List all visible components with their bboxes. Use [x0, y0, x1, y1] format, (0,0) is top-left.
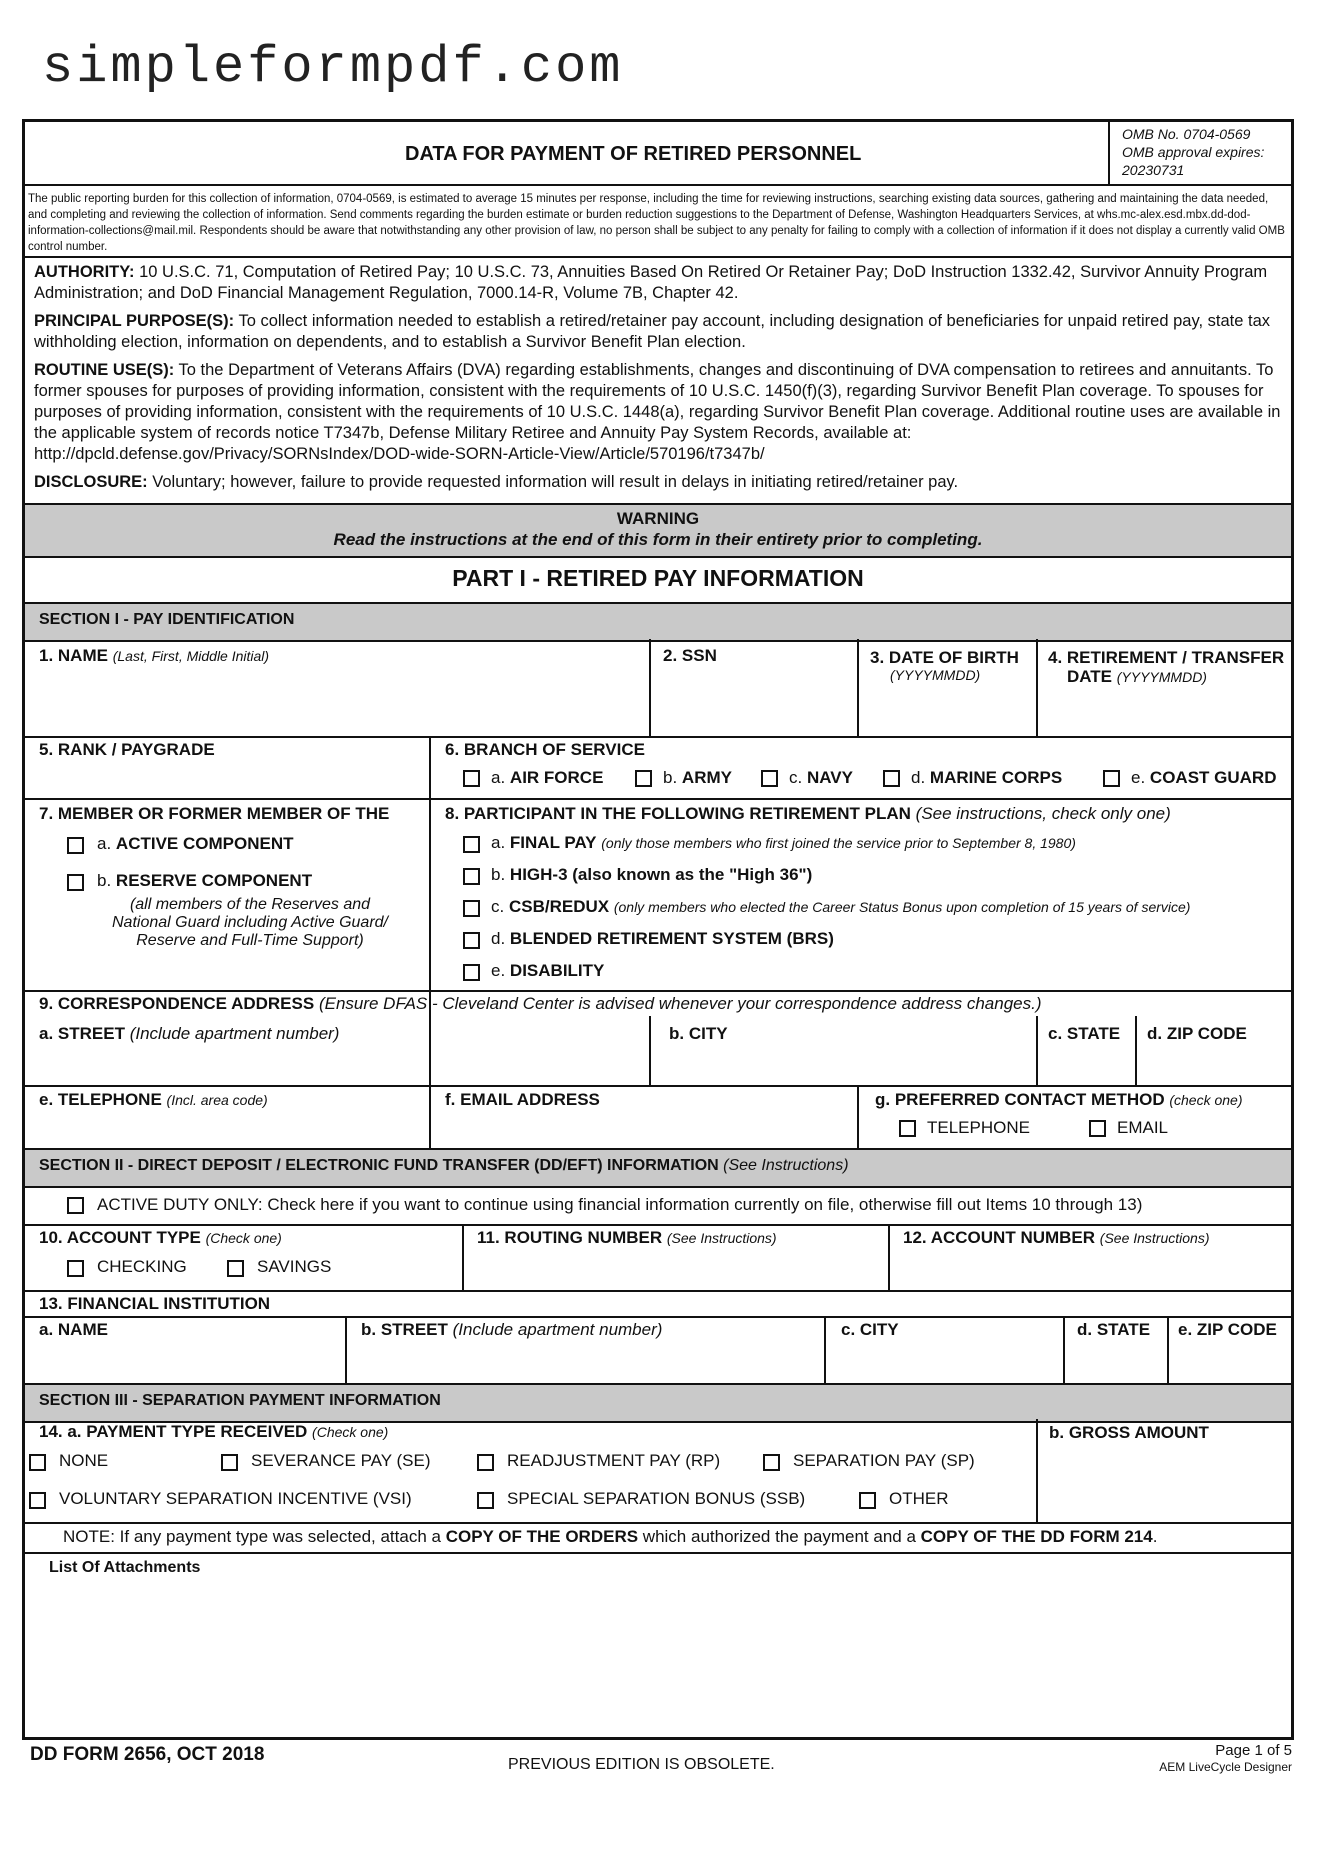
telephone-label: e. TELEPHONE (Incl. area code) [39, 1090, 268, 1109]
plan-csb-redux-label: c. CSB/REDUX (only members who elected the Career Status Bonus upon completion of 15 years of service) [491, 897, 1191, 916]
plan-high3-label: b. HIGH-3 (also known as the "High 36") [491, 865, 813, 884]
warning-text: Read the instructions at the end of this form in their entirety prior to completing. [333, 530, 983, 549]
payment-other-checkbox[interactable] [859, 1492, 876, 1509]
retirement-date-label-2: DATE (YYYYMMDD) [1067, 667, 1207, 686]
correspondence-address-label: 9. CORRESPONDENCE ADDRESS (Ensure DFAS - Cleveland Center is advised whenever your correspondence address changes.) [39, 994, 1042, 1013]
fi-name-label: a. NAME [39, 1320, 108, 1339]
payment-vsi-checkbox[interactable] [29, 1492, 46, 1509]
contact-email-checkbox[interactable] [1089, 1120, 1106, 1137]
fi-city-field[interactable] [837, 1342, 1057, 1378]
state-field[interactable] [1043, 1046, 1128, 1080]
omb-number: OMB No. 0704-0569 [1122, 126, 1251, 142]
attachment-note: NOTE: If any payment type was selected, attach a COPY OF THE ORDERS which authorized the payment and a COPY OF THE DD FORM 214. [63, 1527, 1158, 1546]
payment-readjustment-checkbox[interactable] [477, 1454, 494, 1471]
branch-army-checkbox[interactable] [635, 770, 652, 787]
section2-title: SECTION II - DIRECT DEPOSIT / ELECTRONIC FUND TRANSFER (DD/EFT) INFORMATION (See Instructions) [39, 1157, 849, 1174]
payment-none-label: NONE [59, 1451, 109, 1470]
branch-air-force-label: a. AIR FORCE [491, 768, 604, 787]
city-label: b. CITY [669, 1024, 728, 1043]
payment-separation-label: SEPARATION PAY (SP) [793, 1451, 975, 1470]
payment-vsi-label: VOLUNTARY SEPARATION INCENTIVE (VSI) [59, 1489, 412, 1508]
reserve-component-checkbox[interactable] [67, 874, 84, 891]
fi-zip-field[interactable] [1175, 1342, 1287, 1378]
form-identifier: DD FORM 2656, OCT 2018 [30, 1744, 265, 1765]
active-duty-only-label: ACTIVE DUTY ONLY: Check here if you want to continue using financial information currently on file, otherwise fill out Items 10 through 13) [97, 1195, 1143, 1214]
contact-telephone-label: TELEPHONE [927, 1118, 1030, 1137]
payment-severance-label: SEVERANCE PAY (SE) [251, 1451, 431, 1470]
account-number-label: 12. ACCOUNT NUMBER (See Instructions) [903, 1228, 1210, 1247]
section1-title: SECTION I - PAY IDENTIFICATION [39, 611, 295, 628]
gross-amount-label: b. GROSS AMOUNT [1049, 1423, 1209, 1442]
fi-city-label: c. CITY [841, 1320, 899, 1339]
telephone-field[interactable] [39, 1112, 419, 1144]
branch-air-force-checkbox[interactable] [463, 770, 480, 787]
street-field[interactable] [39, 1046, 639, 1080]
fi-street-field[interactable] [359, 1342, 819, 1378]
obsolete-notice: PREVIOUS EDITION IS OBSOLETE. [508, 1756, 775, 1773]
street-label: a. STREET (Include apartment number) [39, 1024, 340, 1043]
reserve-component-label: b. RESERVE COMPONENT [97, 871, 313, 890]
reserve-note-2: National Guard including Active Guard/ [112, 914, 388, 931]
name-field[interactable] [39, 666, 639, 730]
state-label: c. STATE [1048, 1024, 1121, 1043]
account-type-label: 10. ACCOUNT TYPE (Check one) [39, 1228, 282, 1247]
retirement-date-label: 4. RETIREMENT / TRANSFER [1048, 648, 1285, 667]
routing-number-label: 11. ROUTING NUMBER (See Instructions) [477, 1228, 777, 1247]
fi-state-label: d. STATE [1077, 1320, 1151, 1339]
burden-statement: The public reporting burden for this collection of information, 0704-0569, is estimated to average 15 minutes per response, including the time for reviewing instructions, searching existing data sources, gathering and maintaining the data needed, and completing and reviewing the collection of information. Send comments regarding the burden estimate or burden reduction suggestions to the Department of Defense, Washington Headquarters Services, at whs.mc-alex.esd.mbx.dd-dod-information-collections@mail.mil. Respondents should be aware that notwithstanding any other provision of law, no person shall be subject to any penalty for failing to comply with a collection of information if it does not display a currently valid OMB control number. [28, 193, 1285, 253]
ssn-field[interactable] [661, 666, 851, 730]
retirement-date-field[interactable] [1045, 688, 1285, 730]
retirement-plan-label: 8. PARTICIPANT IN THE FOLLOWING RETIREMENT PLAN (See instructions, check only one) [445, 804, 1171, 823]
omb-expiration-label: OMB approval expires: [1122, 144, 1265, 160]
zip-field[interactable] [1143, 1046, 1288, 1080]
fi-name-field[interactable] [39, 1342, 339, 1378]
dob-hint: (YYYYMMDD) [890, 667, 981, 683]
payment-ssb-label: SPECIAL SEPARATION BONUS (SSB) [507, 1489, 806, 1508]
plan-final-pay-label: a. FINAL PAY (only those members who first joined the service prior to September 8, 1980) [491, 833, 1076, 852]
contact-email-label: EMAIL [1117, 1118, 1169, 1137]
preferred-contact-label: g. PREFERRED CONTACT METHOD (check one) [875, 1090, 1243, 1109]
plan-high3-checkbox[interactable] [463, 868, 480, 885]
plan-disability-checkbox[interactable] [463, 964, 480, 981]
branch-coast-guard-checkbox[interactable] [1103, 770, 1120, 787]
fi-state-field[interactable] [1071, 1342, 1161, 1378]
payment-none-checkbox[interactable] [29, 1454, 46, 1471]
plan-brs-label: d. BLENDED RETIREMENT SYSTEM (BRS) [491, 929, 834, 948]
active-component-checkbox[interactable] [67, 837, 84, 854]
rank-field[interactable] [39, 762, 419, 794]
plan-disability-label: e. DISABILITY [491, 961, 605, 980]
account-number-field[interactable] [901, 1252, 1286, 1286]
email-field[interactable] [443, 1112, 843, 1144]
section3-title: SECTION III - SEPARATION PAYMENT INFORMATION [39, 1392, 441, 1409]
gross-amount-field[interactable] [1045, 1446, 1287, 1516]
reserve-note-1: (all members of the Reserves and [129, 896, 371, 913]
disclosure-paragraph: DISCLOSURE: Voluntary; however, failure to provide requested information will result in delays in initiating retired/retainer pay. [34, 473, 959, 491]
purpose-paragraph: PRINCIPAL PURPOSE(S): To collect information needed to establish a retired/retainer pay account, including designation of beneficiaries for unpaid retired pay, state tax withholding election, information on dependents, and to establish a Survivor Benefit Plan election. [34, 312, 1271, 351]
payment-readjustment-label: READJUSTMENT PAY (RP) [507, 1451, 721, 1470]
dob-field[interactable] [865, 688, 1030, 730]
branch-marine-corps-label: d. MARINE CORPS [911, 768, 1063, 787]
checking-checkbox[interactable] [67, 1260, 84, 1277]
branch-coast-guard-label: e. COAST GUARD [1131, 768, 1277, 787]
dob-label: 3. DATE OF BIRTH [870, 648, 1019, 667]
contact-telephone-checkbox[interactable] [899, 1120, 916, 1137]
fi-zip-label: e. ZIP CODE [1178, 1320, 1277, 1339]
authority-paragraph: AUTHORITY: 10 U.S.C. 71, Computation of Retired Pay; 10 U.S.C. 73, Annuities Based On Retired Or Retainer Pay; DoD Instruction 1332.42, Survivor Annuity Program Administration; and DoD Financial Management Regulation, 7000.14-R, Volume 7B, Chapter 42. [34, 263, 1268, 302]
savings-checkbox[interactable] [227, 1260, 244, 1277]
part1-title: PART I - RETIRED PAY INFORMATION [452, 565, 864, 591]
active-component-label: a. ACTIVE COMPONENT [97, 834, 294, 853]
checking-label: CHECKING [97, 1257, 187, 1276]
branch-label: 6. BRANCH OF SERVICE [445, 740, 645, 759]
zip-label: d. ZIP CODE [1147, 1024, 1247, 1043]
plan-brs-checkbox[interactable] [463, 932, 480, 949]
page-number: Page 1 of 5 [1215, 1742, 1292, 1759]
fi-street-label: b. STREET (Include apartment number) [361, 1320, 663, 1339]
name-label: 1. NAME (Last, First, Middle Initial) [39, 646, 270, 665]
dd-form-2656 [22, 119, 1294, 1740]
payment-separation-checkbox[interactable] [763, 1454, 780, 1471]
branch-navy-checkbox[interactable] [761, 770, 778, 787]
active-duty-only-checkbox[interactable] [67, 1197, 84, 1214]
branch-army-label: b. ARMY [663, 768, 732, 787]
reserve-note-3: Reserve and Full-Time Support) [136, 932, 364, 949]
routing-number-field[interactable] [475, 1252, 875, 1286]
branch-marine-corps-checkbox[interactable] [883, 770, 900, 787]
warning-title: WARNING [616, 509, 700, 528]
attachments-field[interactable] [39, 1584, 1285, 1732]
designer-credit: AEM LiveCycle Designer [1159, 1760, 1292, 1774]
watermark: simpleformpdf.com [42, 38, 624, 97]
form-title: DATA FOR PAYMENT OF RETIRED PERSONNEL [405, 143, 862, 165]
payment-other-label: OTHER [889, 1489, 949, 1508]
routine-uses-paragraph: ROUTINE USE(S): To the Department of Veterans Affairs (DVA) regarding establishments, changes and discontinuing of DVA compensation to retirees and annuitants. To former spouses for purposes of providing information, consistent with the requirements of 10 U.S.C. 1450(f)(3), regarding Survivor Benefit Plan coverage. To spouses for purposes of providing information, consistent with the requirements of 10 U.S.C. 1448(a), regarding Survivor Benefit Plan coverage. Additional routine uses are available in the applicable system of records notice T7347b, Defense Military Retiree and Annuity Pay System Records, available at: http://dpcld.defense.gov/Privacy/SORNsIndex/DOD-wide-SORN-Article-View/Article/570196/t7347b/ [34, 361, 1281, 463]
branch-navy-label: c. NAVY [789, 768, 853, 787]
rank-label: 5. RANK / PAYGRADE [39, 740, 215, 759]
payment-type-label: 14. a. PAYMENT TYPE RECEIVED (Check one) [39, 1422, 389, 1441]
member-of-label: 7. MEMBER OR FORMER MEMBER OF THE [39, 804, 390, 823]
plan-final-pay-checkbox[interactable] [463, 836, 480, 853]
email-label: f. EMAIL ADDRESS [445, 1090, 600, 1109]
payment-severance-checkbox[interactable] [221, 1454, 238, 1471]
attachments-label: List Of Attachments [49, 1559, 201, 1576]
city-field[interactable] [661, 1046, 1031, 1080]
ssn-label: 2. SSN [663, 646, 717, 665]
omb-expiration-date: 20230731 [1122, 162, 1185, 178]
plan-csb-redux-checkbox[interactable] [463, 900, 480, 917]
payment-ssb-checkbox[interactable] [477, 1492, 494, 1509]
financial-institution-label: 13. FINANCIAL INSTITUTION [39, 1294, 271, 1313]
savings-label: SAVINGS [257, 1257, 332, 1276]
